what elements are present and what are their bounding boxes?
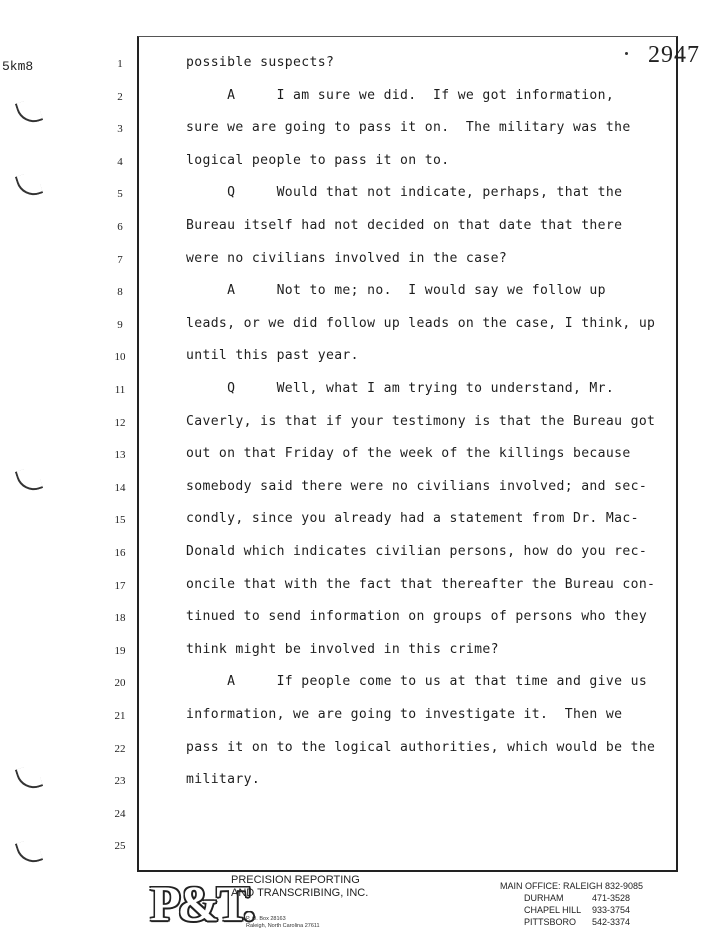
- office-phone: 542-3374: [592, 917, 631, 927]
- company-logo: P&T.: [150, 875, 253, 931]
- line-number: 24: [114, 807, 126, 820]
- transcript-line: were no civilians involved in the case?: [186, 250, 508, 266]
- transcript-line: oncile that with the fact that thereafter the Bureau con-: [186, 576, 656, 592]
- page-number: 2947: [648, 42, 700, 68]
- office-city: DURHAM: [524, 893, 564, 903]
- transcript-line: leads, or we did follow up leads on the case, I think, up: [186, 315, 656, 331]
- line-number: 6: [117, 221, 123, 233]
- line-number: 21: [114, 710, 126, 722]
- office-row: [500, 892, 643, 904]
- punch-hole-mark: [15, 465, 43, 495]
- line-number: 2: [117, 90, 123, 103]
- punch-hole-mark: [15, 97, 43, 127]
- transcript-line: possible suspects?: [186, 55, 335, 70]
- city-state: Raleigh, North Carolina 27611: [246, 923, 320, 929]
- transcript-line: condly, since you already had a statement from Dr. Mac-: [186, 511, 639, 527]
- line-number: 9: [117, 318, 123, 331]
- company-name: [231, 874, 368, 900]
- punch-hole-mark: [15, 763, 43, 793]
- line-number: 19: [114, 644, 126, 657]
- transcript-line: Caverly, is that if your testimony is that the Bureau got: [186, 413, 656, 429]
- line-number: 25: [114, 840, 126, 853]
- line-number: 3: [117, 123, 123, 136]
- office-city: CHAPEL HILL: [524, 905, 582, 915]
- line-number: 16: [114, 547, 126, 559]
- transcript-line: tinued to send information on groups of persons who they: [186, 609, 648, 625]
- transcript-line: information, we are going to investigate it. Then we: [186, 707, 623, 722]
- line-number: 13: [114, 449, 126, 462]
- transcript-line: A Not to me; no. I would say we follow up: [186, 283, 606, 299]
- line-number: 1: [117, 58, 123, 70]
- line-number: 11: [114, 384, 126, 396]
- transcript-line: Donald which indicates civilian persons, how do you rec-: [186, 544, 648, 559]
- line-number: 4: [117, 155, 123, 168]
- transcript-line: Q Well, what I am trying to understand, Mr.: [186, 381, 615, 396]
- office-row: [500, 916, 643, 928]
- company-address: [246, 916, 320, 930]
- transcript-line: until this past year.: [186, 348, 359, 364]
- transcript-line: out on that Friday of the week of the killings because: [186, 446, 631, 462]
- company-name-line2: AND TRANSCRIBING, INC.: [231, 887, 369, 899]
- line-number: 5: [117, 188, 123, 201]
- line-number: 23: [114, 775, 126, 788]
- office-phone: 471-3528: [592, 893, 631, 903]
- line-number: 17: [114, 579, 126, 592]
- line-number: 12: [114, 416, 126, 429]
- transcript-line: military.: [186, 772, 261, 788]
- line-number: 8: [117, 286, 123, 299]
- office-row: [500, 904, 643, 916]
- reporter-footer: [0, 870, 720, 943]
- transcript-line: A If people come to us at that time and give us: [186, 674, 648, 690]
- transcript-line: somebody said there were no civilians involved; and sec-: [186, 478, 648, 494]
- punch-hole-mark: [15, 837, 43, 867]
- case-id-note: 5km8: [2, 59, 34, 74]
- company-name-line1: PRECISION REPORTING: [231, 874, 360, 886]
- transcript-line: pass it on to the logical authorities, which would be the: [186, 739, 656, 755]
- line-number: 15: [114, 514, 126, 527]
- punch-hole-mark: [15, 170, 43, 200]
- office-phone: 933-3754: [592, 905, 631, 915]
- transcript-line: Q Would that not indicate, perhaps, that the: [186, 185, 623, 201]
- po-box: P. O. Box 28163: [246, 916, 286, 922]
- line-number: 7: [117, 253, 123, 266]
- transcript-line: logical people to pass it on to.: [186, 152, 450, 168]
- main-office: MAIN OFFICE: RALEIGH 832-9085: [500, 881, 644, 891]
- office-list: [500, 880, 643, 928]
- transcript-line: think might be involved in this crime?: [186, 641, 499, 657]
- transcript-line: Bureau itself had not decided on that date that there: [186, 218, 623, 233]
- transcript-line: A I am sure we did. If we got information,: [186, 87, 615, 103]
- line-number: 18: [114, 612, 126, 625]
- transcript-line: sure we are going to pass it on. The military was the: [186, 120, 631, 136]
- line-number: 22: [114, 742, 126, 755]
- line-number: 20: [114, 677, 126, 690]
- line-number: 14: [114, 481, 126, 494]
- office-city: PITTSBORO: [524, 917, 577, 927]
- line-number: 10: [114, 351, 126, 364]
